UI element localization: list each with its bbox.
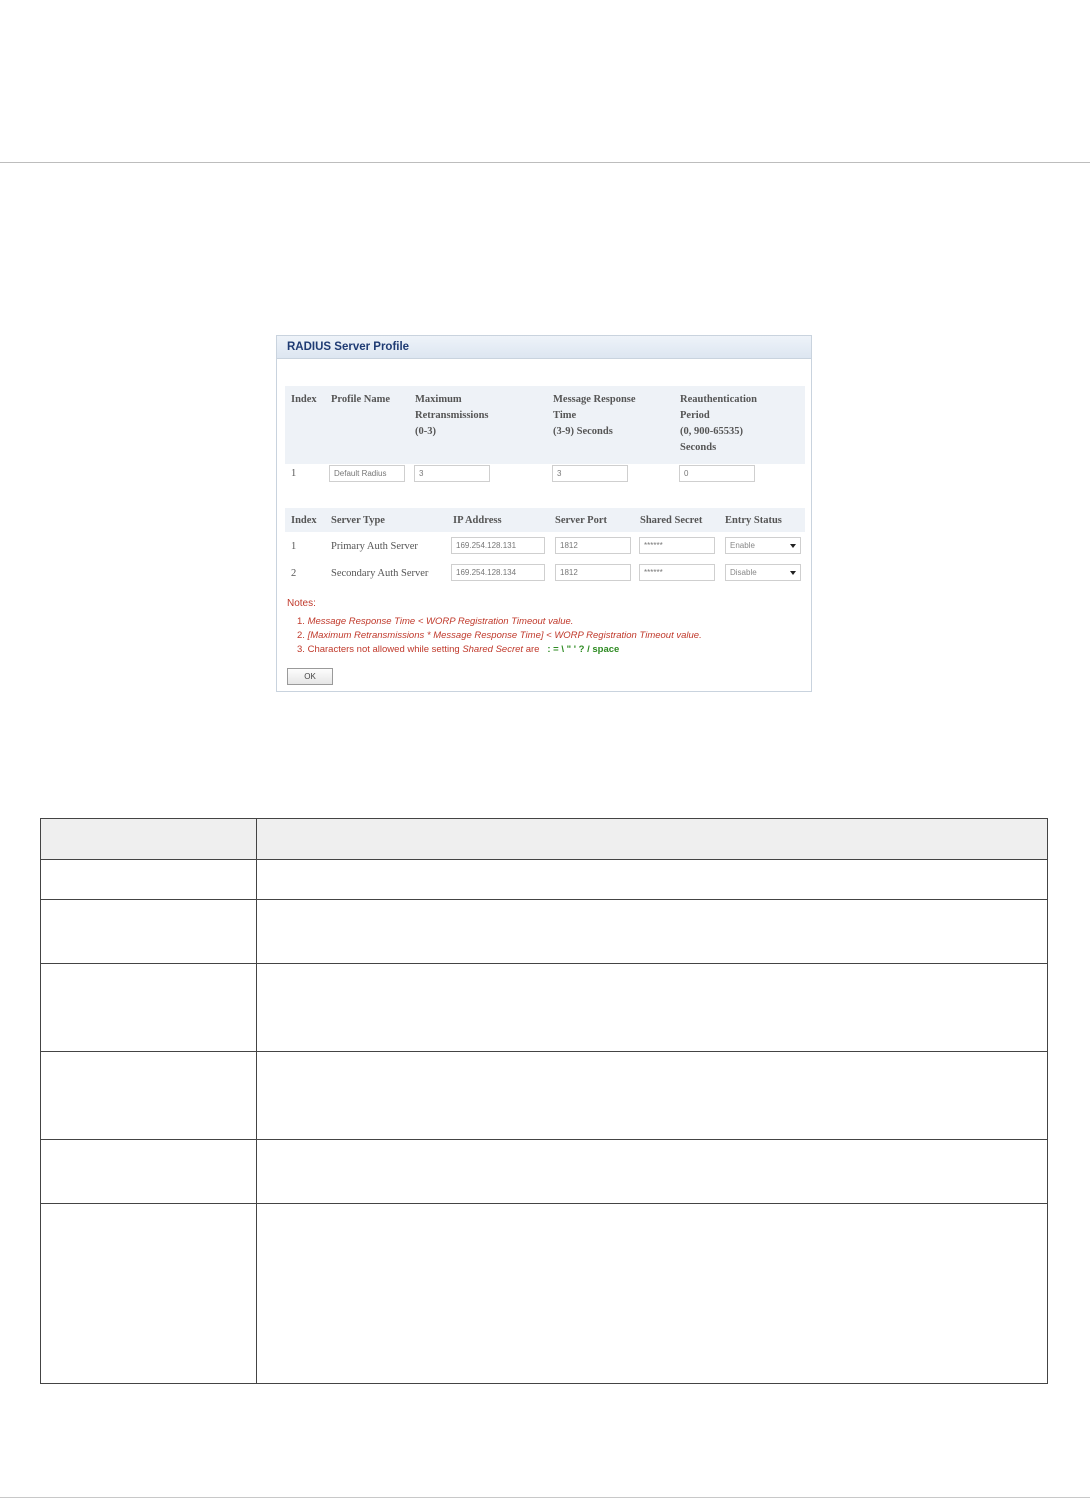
- header-shared-secret: Shared Secret: [640, 515, 703, 526]
- profile-name-input[interactable]: Default Radius: [329, 465, 405, 482]
- table-cell: [41, 1140, 257, 1204]
- table-cell: [41, 964, 257, 1052]
- table-cell: [257, 860, 1048, 900]
- table-row: [41, 1204, 1048, 1384]
- table-cell: [257, 900, 1048, 964]
- table-cell: [41, 900, 257, 964]
- table-row: [41, 1052, 1048, 1140]
- profile-row-index: 1: [291, 468, 297, 479]
- server-row-2-type: Secondary Auth Server: [331, 568, 429, 579]
- table-cell: [257, 1140, 1048, 1204]
- server-row-1-ip-input[interactable]: 169.254.128.131: [451, 537, 545, 554]
- table-row: [41, 900, 1048, 964]
- table-header-cell: [257, 819, 1048, 860]
- table-cell: [257, 1052, 1048, 1140]
- header-profile-name: Profile Name: [331, 394, 390, 405]
- server-row-1-type: Primary Auth Server: [331, 541, 418, 552]
- server-row-1-status-value: Enable: [730, 541, 755, 550]
- header-max-retransmissions: Maximum Retransmissions (0-3): [415, 394, 489, 437]
- max-retransmissions-input[interactable]: 3: [414, 465, 490, 482]
- header-index: Index: [291, 394, 317, 405]
- ok-button[interactable]: OK: [287, 668, 333, 685]
- header-server-index: Index: [291, 515, 317, 526]
- notes-label: Notes:: [287, 598, 316, 609]
- description-table: [40, 818, 1048, 1384]
- header-server-type: Server Type: [331, 515, 385, 526]
- server-row-1-secret-input[interactable]: ******: [639, 537, 715, 554]
- header-entry-status: Entry Status: [725, 515, 782, 526]
- server-row-2-ip-input[interactable]: 169.254.128.134: [451, 564, 545, 581]
- table-row: [41, 1140, 1048, 1204]
- note-2: 2. [Maximum Retransmissions * Message Response Time] < WORP Registration Timeout value.: [297, 630, 702, 641]
- table-row: [41, 860, 1048, 900]
- table-header-cell: [41, 819, 257, 860]
- reauthentication-period-input[interactable]: 0: [679, 465, 755, 482]
- table-row: [41, 964, 1048, 1052]
- server-row-2-secret-input[interactable]: ******: [639, 564, 715, 581]
- header-message-response-time: Message Response Time (3-9) Seconds: [553, 394, 636, 437]
- radius-server-profile-panel: [276, 335, 812, 692]
- server-row-2-status-value: Disable: [730, 568, 757, 577]
- table-header-row: [41, 819, 1048, 860]
- table-cell: [257, 964, 1048, 1052]
- header-ip-address: IP Address: [453, 515, 502, 526]
- note-1: 1. Message Response Time < WORP Registration Timeout value.: [297, 616, 574, 627]
- server-row-2-index: 2: [291, 568, 297, 579]
- table-cell: [41, 860, 257, 900]
- server-row-1-status-select[interactable]: [725, 537, 801, 554]
- header-server-port: Server Port: [555, 515, 607, 526]
- server-row-1-index: 1: [291, 541, 297, 552]
- server-row-1-port-input[interactable]: 1812: [555, 537, 631, 554]
- table-cell: [257, 1204, 1048, 1384]
- server-row-2-port-input[interactable]: 1812: [555, 564, 631, 581]
- header-reauthentication-period: Reauthentication Period (0, 900-65535) Seconds: [680, 394, 757, 453]
- server-row-2-status-select[interactable]: [725, 564, 801, 581]
- panel-title: RADIUS Server Profile: [277, 336, 811, 359]
- table-cell: [41, 1052, 257, 1140]
- bottom-divider: [0, 1497, 1090, 1498]
- note-3: 3. Characters not allowed while setting Shared Secret are : = \ " ' ? / space: [297, 644, 620, 655]
- chevron-down-icon: [790, 544, 796, 548]
- message-response-time-input[interactable]: 3: [552, 465, 628, 482]
- table-cell: [41, 1204, 257, 1384]
- chevron-down-icon: [790, 571, 796, 575]
- top-divider: [0, 162, 1090, 163]
